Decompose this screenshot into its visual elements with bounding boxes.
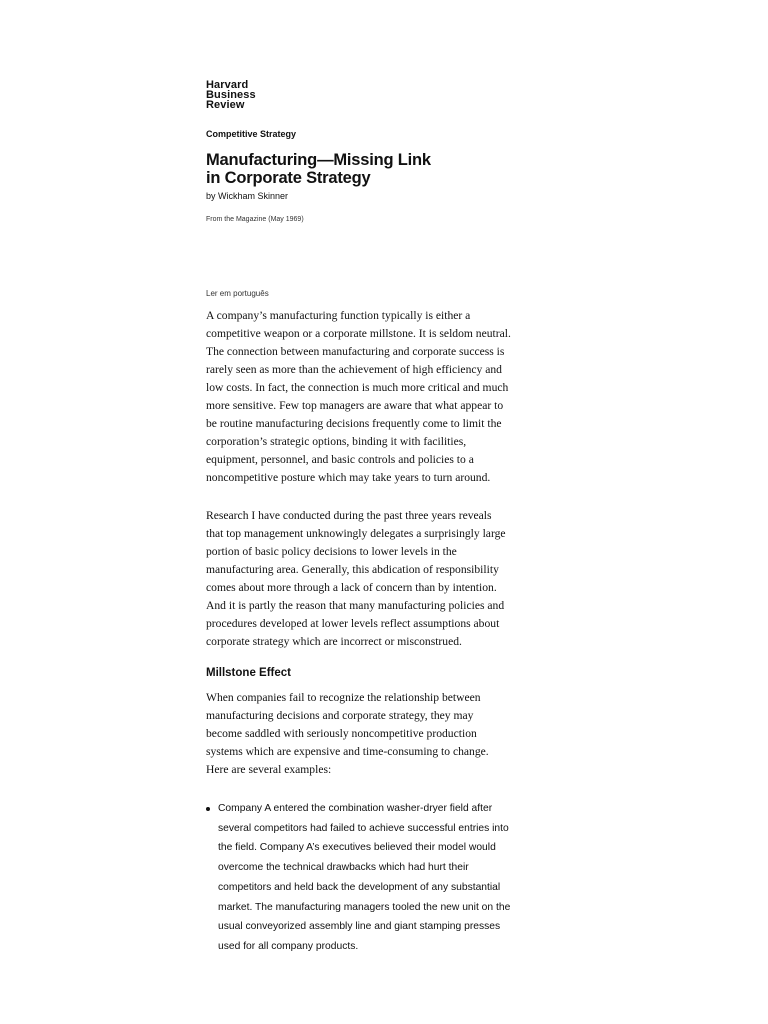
text-line: more sensitive. Few top managers are aware that what appear to (206, 399, 504, 412)
text-line: systems which are expensive and time-consuming to change. (206, 745, 489, 758)
article-title (206, 151, 431, 187)
text-line: manufacturing area. Generally, this abdication of responsibility (206, 563, 499, 576)
text-line: usual conveyorized assembly line and giant stamping presses (218, 921, 501, 933)
text-line: that top management unknowingly delegates a surprisingly large (206, 527, 506, 540)
language-link[interactable]: Ler em português (206, 289, 269, 298)
text-line: equipment, personnel, and basic controls and policies to a (206, 453, 474, 466)
text-line: the field. Company A’s executives believed their model would (218, 842, 496, 854)
text-line: procedures developed at lower levels reflect assumptions about (206, 617, 500, 630)
text-line: become saddled with seriously noncompetitive production (206, 727, 477, 740)
text-line: several competitors had failed to achieve successful entries into (218, 822, 509, 834)
topic-link[interactable]: Competitive Strategy (206, 129, 297, 139)
text-line: competitive weapon or a corporate millstone. It is seldom neutral. (206, 327, 511, 340)
text-line: The connection between manufacturing and corporate success is (206, 345, 505, 358)
paragraph-research (206, 507, 568, 651)
text-line: low costs. In fact, the connection is much more critical and much (206, 381, 509, 394)
title-line-1: Manufacturing—Missing Link (206, 151, 431, 169)
text-line: used for all company products. (218, 940, 359, 952)
text-line: rarely seen as more than the achievement of high efficiency and (206, 363, 502, 376)
text-line: comes about more through a lack of concern than by intention. (206, 581, 497, 594)
paragraph-millstone (206, 689, 568, 779)
text-line: Research I have conducted during the past three years reveals (206, 509, 492, 522)
text-line: A company’s manufacturing function typically is either a (206, 309, 471, 322)
text-line: Here are several examples: (206, 763, 332, 776)
logo-line-2: Business (206, 89, 256, 101)
author-byline[interactable]: by Wickham Skinner (206, 191, 289, 201)
text-line: competitors and held back the development of any substantial (218, 881, 501, 893)
section-heading-millstone: Millstone Effect (206, 667, 291, 679)
magazine-source: From the Magazine (May 1969) (206, 216, 304, 223)
text-line: market. The manufacturing managers tooled the new unit on the (218, 901, 511, 913)
text-line: noncompetitive posture which may take years to turn around. (206, 471, 491, 484)
logo-line-1: Harvard (206, 79, 249, 91)
text-line: overcome the technical drawbacks which had hurt their (218, 862, 469, 874)
text-line: manufacturing decisions and corporate strategy, they may (206, 709, 474, 722)
hbr-logo[interactable] (206, 80, 256, 110)
text-line: Company A entered the combination washer-dryer field after (218, 803, 493, 814)
logo-line-3: Review (206, 99, 245, 111)
list-item (218, 799, 568, 957)
text-line: corporation’s strategic options, binding it with facilities, (206, 435, 467, 448)
title-line-2: in Corporate Strategy (206, 169, 371, 187)
text-line: And it is partly the reason that many manufacturing policies and (206, 599, 505, 612)
text-line: When companies fail to recognize the relationship between (206, 691, 481, 704)
bullet-icon (206, 807, 210, 811)
text-line: portion of basic policy decisions to lower levels in the (206, 545, 457, 558)
text-line: be routine manufacturing decisions frequently come to limit the (206, 417, 502, 430)
article-page (206, 0, 566, 1024)
text-line: corporate strategy which are incorrect or misconstrued. (206, 635, 462, 648)
paragraph-intro (206, 307, 568, 487)
